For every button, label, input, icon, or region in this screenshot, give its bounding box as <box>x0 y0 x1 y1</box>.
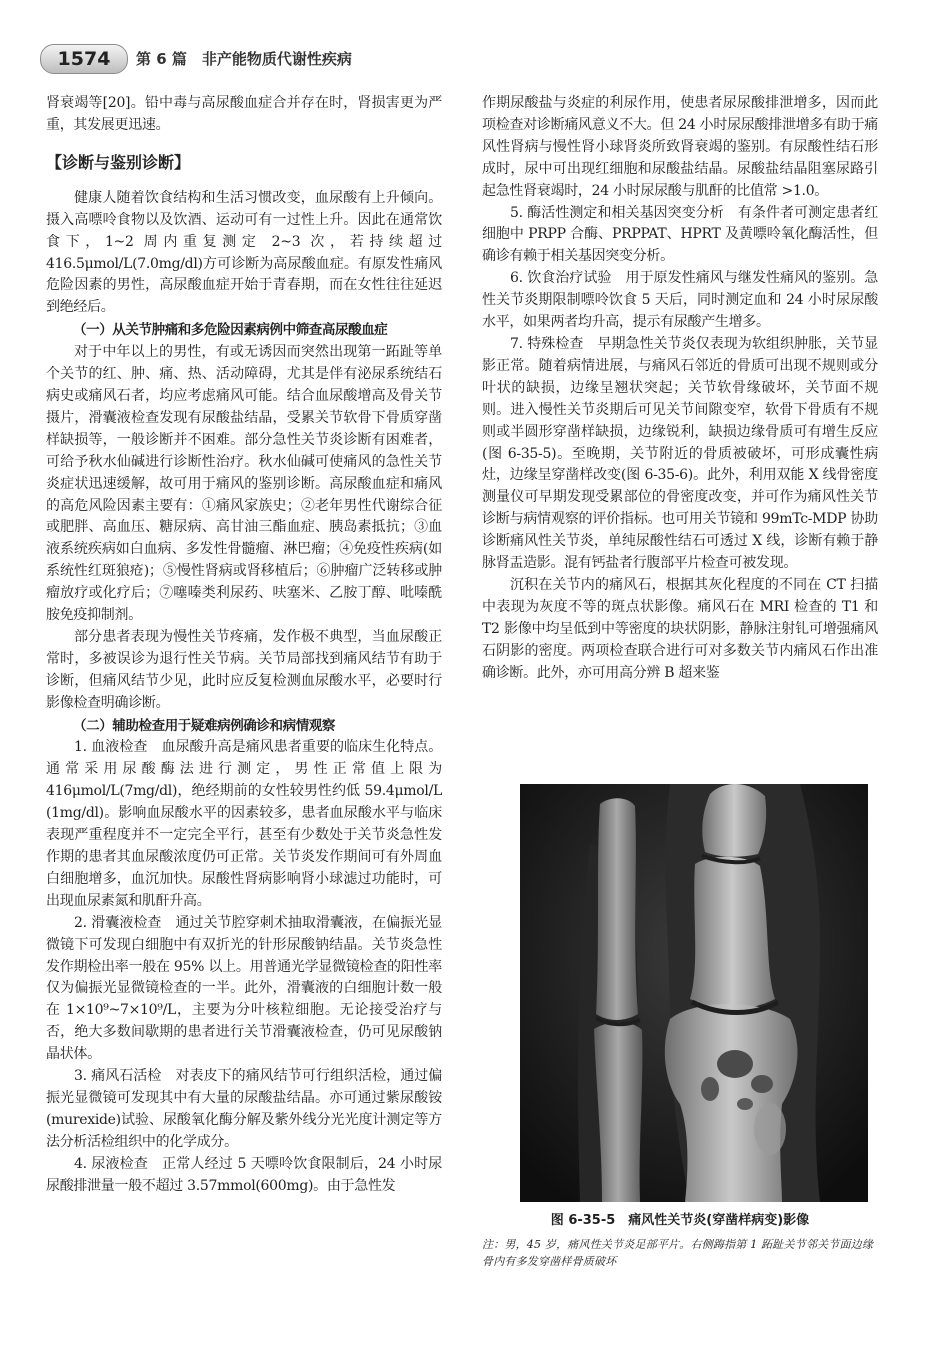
page-header <box>30 44 920 74</box>
section-title: 【诊断与鉴别诊断】 <box>46 152 191 172</box>
figure-caption <box>482 1212 878 1270</box>
paragraph: 沉积在关节内的痛风石，根据其灰化程度的不同在 CT 扫描中表现为灰度不等的斑点状影像。痛风石在 MRI 检查的 T1 和 T2 影像中均呈低到中等密度的块状阴影，静脉注射钆可增强痛风石阴影的密度。两项检查联合进行可对多数关节内痛风石作出准确诊断。此外，亦可用高分辨 B 超来鉴 <box>482 576 878 681</box>
page-number: 1574 <box>40 44 128 74</box>
caption-title: 图 6-35-5 痛风性关节炎(穿凿样病变)影像 <box>550 1213 810 1228</box>
paragraph: 7. 特殊检查 早期急性关节炎仅表现为软组织肿胀，关节显影正常。随着病情进展，与痛风石邻近的骨质可出现不规则或分叶状的缺损，边缘呈翘状突起；关节软骨缘破坏，关节面不规则。进入慢性关节炎期后可见关节间隙变窄，软骨下骨质有不规则或半圆形穿凿样缺损，边缘锐利，缺损边缘骨质可有增生反应(图 6-35-5)。至晚期，关节附近的骨质被破坏，可形成囊性病灶，边缘呈穿凿样改变(图 6-35-6)。此外，利用双能 X 线骨密度测量仪可早期发现受累部位的骨密度改变，并可作为痛风性关节诊断与病情观察的评价指标。也可用关节镜和 99mTc-MDP 协助诊断痛风性关节炎，单纯尿酸性结石可透过 X 线，诊断有赖于静脉肾盂造影。混有钙盐者行腹部平片检查可被发现。 <box>482 335 878 572</box>
paragraph: 2. 滑囊液检查 通过关节腔穿刺术抽取滑囊液，在偏振光显微镜下可发现白细胞中有双折光的针形尿酸钠结晶。关节炎急性发作期检出率一般在 95% 以上。用普通光学显微镜检查的阳性率仅为偏振光显微镜检查的一半。此外，滑囊液的白细胞计数一般在 1×10⁹~7×10⁹/L，主要为分叶核粒细胞。无论接受治疗与否，绝大多数间歇期的患者进行关节滑囊液检查，仍可见尿酸钠晶状体。 <box>46 914 442 1063</box>
paragraph: 6. 饮食治疗试验 用于原发性痛风与继发性痛风的鉴别。急性关节炎期限制嘌呤饮食 5 天后，同时测定血和 24 小时尿尿酸水平，如果两者均升高，提示有尿酸产生增多。 <box>482 270 878 331</box>
paragraph: 健康人随着饮食结构和生活习惯改变，血尿酸有上升倾向。摄入高嘌呤食物以及饮酒、运动可有一过性上升。因此在通常饮食下，1~2 周内重复测定 2~3 次，若持续超过 416.5μmol/L(7.0mg/dl)方可诊断为高尿酸血症。有原发性痛风危险因素的男性，高尿酸血症开始于青春期，而在女性往往延迟到绝经后。 <box>46 189 442 316</box>
paragraph: 5. 酶活性测定和相关基因突变分析 有条件者可测定患者红细胞中 PRPP 合酶、PRPPAT、HPRT 及黄嘌呤氧化酶活性，但确诊有赖于相关基因突变分析。 <box>482 204 878 265</box>
paragraph: 3. 痛风石活检 对表皮下的痛风结节可行组织活检，通过偏振光显微镜可发现其中有大量的尿酸盐结晶。亦可通过紫尿酸铵(murexide)试验、尿酸氧化酶分解及紫外线分光光度计测定等方法分析活检组织中的化学成分。 <box>46 1068 442 1150</box>
paragraph: 作期尿酸盐与炎症的利尿作用，使患者尿尿酸排泄增多，因而此项检查对诊断痛风意义不大。但 24 小时尿尿酸排泄增多有助于痛风性肾病与慢性肾小球肾炎所致肾衰竭的鉴别。有尿酸性结石形成时，尿中可出现红细胞和尿酸盐结晶。尿酸盐结晶阻塞尿路引起急性肾衰竭时，24 小时尿尿酸与肌酐的比值常 >1.0。 <box>482 95 878 199</box>
paragraph: 部分患者表现为慢性关节疼痛，发作极不典型，当血尿酸正常时，多被误诊为退行性关节病。关节局部找到痛风结节有助于诊断，但痛风结节少见，此时应反复检测血尿酸水平，必要时行影像检查明确诊断。 <box>46 628 442 711</box>
paragraph: 1. 血液检查 血尿酸升高是痛风患者重要的临床生化特点。通常采用尿酸酶法进行测定，男性正常值上限为 416μmol/L(7mg/dl)，绝经期前的女性较男性约低 59.4μmol/L (1mg/dl)。影响血尿酸水平的因素较多，患者血尿酸水平与临床表现严重程度并不一定完全平行，甚至有少数处于关节炎急性发作期的患者其血尿酸浓度仍可正常。关节炎发作期间可有外周血白细胞增多，血沉加快。尿酸性肾病影响肾小球滤过功能时，可出现血尿素氮和肌酐升高。 <box>46 739 442 909</box>
paragraph: 对于中年以上的男性，有或无诱因而突然出现第一跖趾等单个关节的红、肿、痛、热、活动障碍，尤其是伴有泌尿系统结石病史或痛风石者，均应考虑痛风可能。结合血尿酸增高及骨关节摄片，滑囊液检查发现有尿酸盐结晶，受累关节软骨下骨质穿凿样缺损等，一般诊断并不困难。部分急性关节炎诊断有困难者，可给予秋水仙碱进行诊断性治疗。秋水仙碱可使痛风的急性关节炎症状迅速缓解，故可用于痛风的鉴别诊断。高尿酸血症和痛风的高危风险因素主要有：①痛风家族史；②老年男性代谢综合征或肥胖、高血压、糖尿病、高甘油三酯血症、胰岛素抵抗；③血液系统疾病如白血病、多发性骨髓瘤、淋巴瘤；④免疫性疾病(如系统性红斑狼疮)；⑤慢性肾病或肾移植后；⑥肿瘤广泛转移或肿瘤放疗或化疗后；⑦噻嗪类利尿药、呋塞米、乙胺丁醇、吡嗪酰胺免疫抑制剂。 <box>46 344 442 624</box>
caption-note: 注：男，45 岁，痛风性关节炎足部平片。右侧踇指第 1 跖趾关节邻关节面边缘骨内有多发穿凿样骨质破坏 <box>482 1238 874 1268</box>
left-column <box>46 93 442 1198</box>
paragraph: 肾衰竭等[20]。铅中毒与高尿酸血症合并存在时，肾损害更为严重，其发展更迅速。 <box>46 95 442 133</box>
right-column <box>482 93 878 684</box>
running-title: 第 6 篇 非产能物质代谢性疾病 <box>136 50 352 68</box>
xray-foot-image <box>520 784 868 1202</box>
paragraph: 4. 尿液检查 正常人经过 5 天嘌呤饮食限制后，24 小时尿尿酸排泄量一般不超过 3.57mmol(600mg)。由于急性发 <box>46 1155 442 1194</box>
subsection-heading: （一）从关节肿痛和多危险因素病例中筛查高尿酸血症 <box>73 322 388 339</box>
subsection-heading: （二）辅助检查用于疑难病例确诊和病情观察 <box>73 717 335 734</box>
